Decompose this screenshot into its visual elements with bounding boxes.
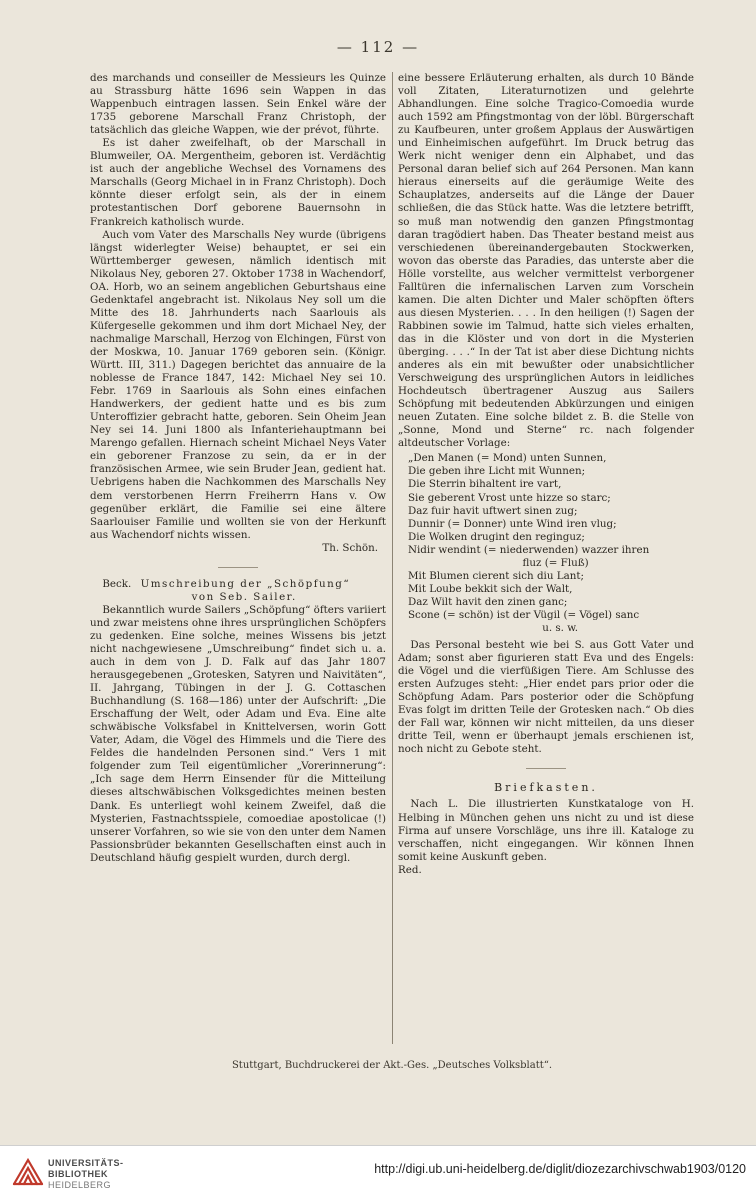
poem-line: u. s. w.	[408, 621, 579, 634]
poem-line: fluz (= Fluß)	[408, 556, 589, 569]
poem-line: Nidir wendint (= niederwenden) wazzer ihren	[408, 543, 650, 556]
poem-line: „Den Manen (= Mond) unten Sunnen,	[408, 452, 607, 465]
viewer-footer-bar	[0, 1145, 756, 1201]
library-name-line: HEIDELBERG	[48, 1180, 112, 1190]
poem-line: Die Wolken drugint den reginguz;	[408, 530, 585, 543]
poem	[398, 452, 694, 635]
section-author: von Seb. Sailer.	[191, 590, 297, 603]
column-divider	[392, 72, 393, 1044]
divider	[218, 567, 258, 568]
signature: Th. Schön.	[322, 541, 378, 554]
poem-line: Daz fuir havit uftwert sinen zug;	[408, 504, 578, 517]
paragraph: Nach L. Die illustrierten Kunstkataloge von H. Helbing in München gehen uns nicht zu und ist diese Firma auf unsere Vorschläge, uns ihre ill. Kataloge zu verschaffen, nicht eingegangen. Wir können Ihnen somit keine Auskunft geben.	[398, 798, 694, 863]
paragraph: eine bessere Erläuterung erhalten, als durch 10 Bände voll Zitaten, Literaturnotizen und gelehrte Abhandlungen. Eine solche Tragico-Comoedia wurde auch 1592 am Pfingstmontag von der löbl. Bürgerschaft zu Kaufbeuren, unter großem Applaus der Auswärtigen und Einheimischen aufgeführt. Im Druck betrug das Werk nicht weniger denn ein Alphabet, und das Personal daran belief sich auf 264 Personen. Man kann hieraus einerseits auf die geräumige Weite des Schauplatzes, anderseits auf die Länge der Dauer schließen, die das Stück hatte. Was die letztere betrifft, so muß man notwendig den ganzen Pfingstmontag daran tragödiert haben. Das Theater bestand meist aus verschiedenen übereinandergebauten Stockwerken, wovon das oberste das Paradies, das unterste aber die Hölle vorstellte, aus welcher vermittelst verborgener Falltüren die infernalischen Larven zum Vorschein kamen. Die alten Dichter und Maler schöpften öfters aus diesen Mysterien. . . . In den heiligen (!) Sagen der Rabbinen sowie im Talmud, hatte sich vieles erhalten, das in die Klöster und von dort in die Mysterien überging. . . .“ In der Tat ist aber diese Dichtung nichts anderes als ein mit bewußter oder unabsichtlicher Verschweigung des ursprünglichen Autors in leidliches Hochdeutsch übertragener Auszug aus Sailers Schöpfung mit bedeutenden Abkürzungen und einigen neuen Zutaten. Eine solche bildet z. B. die Stelle von „Sonne, Mond und Sterne“ rc. nach folgender altdeutscher Vorlage:	[398, 72, 694, 450]
paragraph: des marchands und conseiller de Messieurs les Quinze au Strassburg hätte 1696 sein Wappen in das Wappenbuch eintragen lassen. Sein Enkel wäre der 1735 geborene Marschall Franz Christoph, der tatsächlich das gleiche Wappen, wie der prévot, führte.	[90, 72, 386, 137]
divider	[526, 768, 566, 769]
section-source: Beck.	[102, 577, 132, 590]
poem-line: Dunnir (= Donner) unte Wind iren vlug;	[408, 517, 617, 530]
paragraph: Bekanntlich wurde Sailers „Schöpfung“ öfters variiert und zwar meistens ohne ihres ursprünglichen Schöpfers zu gedenken. Eine solche, meines Wissens bis jetzt nicht nachgewiesene „Umschreibung“ findet sich u. a. auch in dem von J. D. Falk auf das Jahr 1807 herausgegebenen „Grotesken, Satyren und Naivitäten“, II. Jahrgang, Tübingen in der J. G. Cottaschen Buchhandlung (S. 168—186) unter der Aufschrift: „Die Erschaffung der Welt, oder Adam und Eva. Eine alte schwäbische Volksfabel in Knittelversen, worin Gott Vater, Adam, die Vögel des Himmels und die Tiere des Feldes die handelnden Personen sind.“ Vers 1 mit folgender zum Teil eigentümlicher „Vorerinnerung“: „Ich sage dem Herrn Einsender für die Mitteilung dieses altschwäbischen Volksgedichtes meinen besten Dank. Es unterliegt wohl keinem Zweifel, daß die Mysterien, Fastnachtsspiele, comoediae apostolicae (!) unserer Vorfahren, so wie sie von den unter dem Namen Passionsbrüder bekannten Gesellschaften einst auch in Deutschland häufig gespielt wurden, durch dergl.	[90, 603, 386, 864]
editor-signature: Red.	[398, 863, 422, 876]
briefkasten-heading: Briefkasten.	[494, 781, 598, 795]
library-name-line: BIBLIOTHEK	[48, 1169, 108, 1179]
poem-line: Mit Blumen cierent sich diu Lant;	[408, 569, 584, 582]
permalink-url[interactable]: http://digi.ub.uni-heidelberg.de/diglit/diozezarchivschwab1903/0120	[374, 1162, 746, 1176]
poem-line: Daz Wilt havit den zinen ganc;	[408, 595, 568, 608]
poem-line: Die Sterrin bihaltent ire vart,	[408, 478, 562, 491]
section-heading	[90, 578, 386, 604]
poem-line: Mit Loube bekkit sich der Walt,	[408, 582, 573, 595]
poem-line: Sie geberent Vrost unte hizze so starc;	[408, 491, 611, 504]
paragraph: Das Personal besteht wie bei S. aus Gott Vater und Adam; sonst aber figurieren statt Eva und des Engels: die Vögel und die vierfüßigen Tiere. Am Schlusse des ersten Aufzuges steht: „Hier endet pars prior oder die Schöpfung Adam. Pars posterior oder die Schöpfung Evas folgt im dritten Teile der Grotesken nach.“ Ob dies der Fall war, können wir nicht mitteilen, da uns dieser dritte Teil, wenn er überhaupt jemals erschienen ist, noch nicht zu Gebote steht.	[398, 639, 694, 756]
right-column	[398, 72, 694, 877]
left-column	[90, 72, 386, 865]
poem-line: Die geben ihre Licht mit Wunnen;	[408, 465, 586, 478]
paragraph: Auch vom Vater des Marschalls Ney wurde (übrigens längst widerlegter Weise) behauptet, er sei ein Württemberger gewesen, nämlich identisch mit Nikolaus Ney, geboren 27. Oktober 1738 in Wachendorf, OA. Horb, wo an seinem angeblichen Geburtshaus eine Gedenktafel angebracht ist. Nikolaus Ney soll um die Mitte des 18. Jahrhunderts nach Saarlouis als Küfergeselle gekommen und ihm dort Michael Ney, der nachmalige Marschall, Herzog von Elchingen, Fürst von der Moskwa, 10. Januar 1769 geboren sein. (Königr. Württ. III, 311.) Dagegen berichtet das annuaire de la noblesse de France 1847, 142: Michael Ney sei 10. Febr. 1769 in Saarlouis als Sohn eines einfachen Handwerkers, der gedient hatte und es bis zum Unteroffizier gebracht hatte, geboren. Sein Oheim Jean Ney sei 14. Juni 1800 als Infanteriehauptmann bei Marengo gefallen. Hiernach scheint Michael Neys Vater ein geborener Franzose zu sein, da er in der französischen Armee, wie sein Bruder Jean, gedient hat. Uebrigens haben die Nachkommen des Marschalls Ney dem verstorbenen Herrn Freiherrn Hans v. Ow gegenüber erklärt, die Familie sei eine ältere Saarlouiser Familie und wollten sie von der Herkunft aus Wachendorf nichts wissen.	[90, 228, 386, 541]
page-number: — 112 —	[336, 38, 420, 56]
poem-line: Scone (= schön) ist der Vügil (= Vögel) sanc	[408, 608, 640, 621]
paragraph: Es ist daher zweifelhaft, ob der Marschall in Blumweiler, OA. Mergentheim, geboren ist. Verdächtig ist auch der angebliche Wechsel des Vornamens des Marschalls (Georg Michael in in Franz Christoph). Doch könnte dieser erfolgt sein, als der in einem protestantischen Dorf geborene Bauernsohn in Frankreich katholisch wurde.	[90, 137, 386, 228]
printer-imprint: Stuttgart, Buchdruckerei der Akt.-Ges. „Deutsches Volksblatt“.	[231, 1060, 553, 1071]
library-name-line: UNIVERSITÄTS-	[48, 1158, 124, 1168]
university-logo-icon[interactable]	[10, 1154, 46, 1190]
section-title: Umschreibung der „Schöpfung“	[140, 577, 351, 590]
library-name	[48, 1158, 124, 1191]
